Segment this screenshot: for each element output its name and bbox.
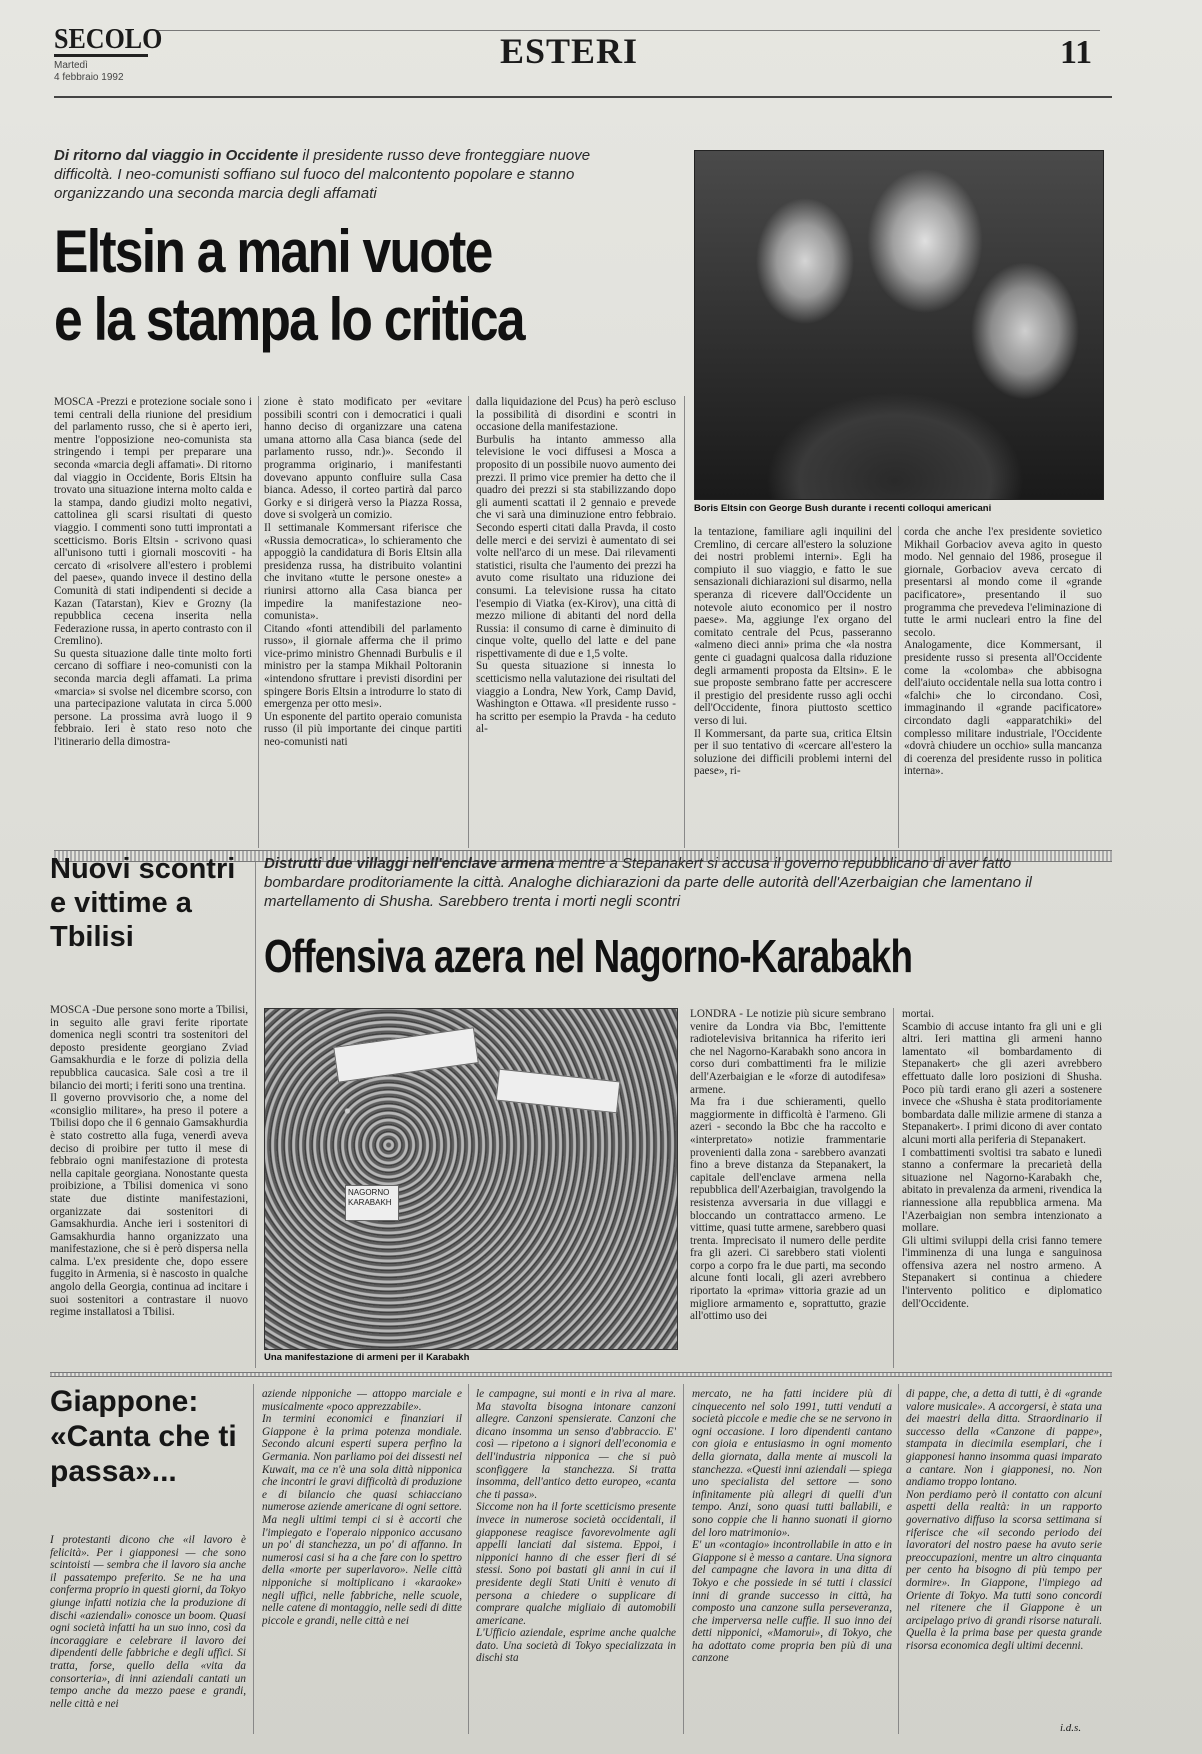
article1-headline [54,218,604,354]
article2-photo-caption: Una manifestazione di armeni per il Karabakh [264,1352,470,1363]
masthead-logo: SECOLO [54,22,163,55]
section-title: ESTERI [500,31,639,71]
column-divider [898,1384,899,1734]
column-divider [898,526,899,848]
column-divider [253,1384,254,1734]
article1-kicker [54,146,614,203]
article1-column-5: corda che anche l'ex presidente sovietico Mikhail Gorbaciov aveva agito in questo modo. Nel gennaio del 1986, prosegue il giornale, Gorbaciov aveva cercato di presentarsi al mondo come il «grande pacificatore», presentando il suo programma che prevedeva l'eliminazione di tutte le armi nucleari entro la fine del secolo. Analogamente, dice Kommersant, il presidente russo si presenta all'Occidente come la «colomba» che abbisogna dell'aiuto occidentale nella sua lotta contro i «falchi» che lo circondano. Così, immaginando il «grande pacificatore» circondato dagli «apparatchiki» del complesso militare industriale, l'Occidente «dovrà chiudere un occhio» sulla mancanza di coerenza del presidente russo in politica interna». [904,526,1102,778]
article1-headline-line2: e la stampa lo critica [54,286,524,353]
issue-date-text: 4 febbraio 1992 [54,72,124,83]
photo-banner [333,1027,479,1082]
article-separator [50,1372,1112,1377]
photo-sign: NAGORNO KARABAKH [345,1185,399,1221]
article1-kicker-rest: il presidente russo deve fronteggiare nuove difficoltà. I neo-comunisti soffiano sul fuoco del malcontento popolare e stanno organizzando una seconda marcia degli affamati [54,147,591,202]
eltsin-bush-photo [694,150,1104,500]
column-divider [468,396,469,848]
issue-day: Martedì [54,60,88,71]
article3-column-2: aziende nipponiche — attoppo marciale e musicalmente «poco apprezzabile». In termini economici e finanziari il Giappone è la prima potenza mondiale. Secondo alcuni esperti supera perfino la Germania. Non parliamo poi dei dissesti nel Kuwait, ma ce n'è una sola dittà nipponica che incontri le gravi difficoltà di produzione e di bilancio che quasi schiacciano numerose aziende americane di ogni settore. Ma negli ultimi tempi ci si è accorti che l'impiegato e l'operaio nipponico accusano un po' di stanchezza, un po' di affanno. In numerosi casi si ha a che fare con lo spettro della «morte per superlavoro». Nelle città nipponiche si moltiplicano i «karaoke» negli uffici, nelle fabbriche, nelle scuole, nelle catene di montaggio, nelle sedi di ditte piccole e grandi, nelle città e nei [262,1388,462,1627]
column-divider [258,396,259,848]
article2-column-2: mortai. Scambio di accuse intanto fra gli uni e gli altri. Ieri mattina gli armeni hanno lamentato «il bombardamento di Stepanakert» che gli azeri avrebbero effettuato dalle loro posizioni di Shusha. Poco più tardi erano gli azeri a sostenere invece che «Shusha è stata proditoriamente bombardata dalle milizie armene di stanza a Stepanakert». I primi dicono di aver contato alcuni morti alla periferia di Stepanakert. I combattimenti svoltisi tra sabato e lunedì stanno a confermare la precarietà della situazione nel Nagorno-Karabakh che, abitato in prevalenza da armeni, rivendica la riannessione alla repubblica armena. Ma l'Azerbaigian non sembra intenzionato a mollare. Gli ultimi sviluppi della crisi fanno temere l'imminenza di una lunga e sanguinosa offensiva azera nel nostro armeno. A Stepanakert si continua a chiedere l'intervento politico e diplomatico dell'Occidente. [902,1008,1102,1310]
article1-column-4: la tentazione, familiare agli inquilini del Cremlino, di cercare all'estero la soluzione dei nostri problemi interni». Egli ha compiuto il suo viaggio, e fatto le sue sensazionali dichiarazioni sul disarmo, nella speranza di ricevere dall'Occidente un notevole aiuto economico per il nostro paese». Ma, aggiunge l'ex organo del comitato centrale del Pcus, passeranno «almeno dieci anni» prima che «la nostra gente ci guadagni qualcosa dalla riduzione degli armamenti proposta da Eltsin». E le sue proposte sembrano fatte per accrescere il prestigio del presidente russo agli occhi dell'Occidente, finora piuttosto scettico verso di lui. Il Kommersant, da parte sua, critica Eltsin per il suo tentativo di «cercare all'estero la soluzione dei difficili problemi interni del paese», ri- [694,526,892,778]
tbilisi-headline: Nuovi scontri e vittime a Tbilisi [50,853,236,953]
article2-headline: Offensiva azera nel Nagorno-Karabakh [264,930,913,982]
column-divider [683,1384,684,1734]
author-signature: i.d.s. [1060,1722,1082,1734]
article2-kicker [264,854,1044,911]
giappone-headline: Giappone: «Canta che ti passa»... [50,1385,237,1488]
column-divider [684,396,685,848]
article2-kicker-rest: mentre a Stepanakert si accusa il governo repubblicano di aver fatto bombardare proditoriamente la città. Analoghe dichiarazioni da parte delle autorità dell'Azerbaigian che lamentano il martellamento di Shusha. Sarebbero trenta i morti negli scontri [264,855,1032,910]
article2-column-1: LONDRA - Le notizie più sicure sembrano venire da Londra via Bbc, l'emittente radiotelevisiva britannica ha riferito ieri che nel Nagorno-Karabakh sono ancora in corso duri combattimenti fra le milizie dell'Azerbaigian e le «forze di autodifesa» armene. Ma fra i due schieramenti, quello maggiormente in difficoltà è l'armeno. Gli azeri - secondo la Bbc che ha raccolto e «interpretato» notizie frammentarie provenienti dalla zona - sarebbero avanzati fino a breve distanza da Stepanakert, la capitale dell'enclave armena nella repubblica dell'Azerbaigian, travolgendo la resistenza avversaria in due villaggi e bloccando un contrattacco armeno. Le vittime, quasi tutte armene, sarebbero quasi trenta. Imprecisato il numero delle perdite fra gli azeri. Ci sarebbero stati violenti corpo a corpo fra le due parti, ma secondo alcune fonti locali, gli azeri avrebbero riportato la «prima» vittoria grazie ad un migliore armamento e, soprattutto, grazie all'ottimo uso dei [690,1008,886,1323]
header-rule [54,96,1112,98]
column-divider [893,1008,894,1368]
armenian-demonstration-photo [264,1008,678,1350]
page-number: 11 [1060,34,1093,71]
article1-headline-line1: Eltsin a mani vuote [54,218,492,285]
article3-column-5: di pappe, che, a detta di tutti, è di «grande valore musicale». A accorgersi, è stata una dei maestri della ditta. Straordinario il successo della «Canzone di pappe», stampata in diecimila esemplari, che i giapponesi hanno insomma quasi imparato a cantare. Non i giapponesi, no. Non andiamo troppo lontano. Non perdiamo però il contatto con alcuni aspetti della realtà: in un rapporto governativo diffuso la scorsa settimana si riferisce che «il secondo periodo dei lavoratori del nostro paese ha avuto serie preoccupazioni, mentre un altro cinquanta per cento ha bisogno di più tempo per dormire». In Giappone, l'impiego ad Oriente di Tokyo. Ma tutti sono concordi nel ritenere che il Giappone è un arcipelago privo di grandi risorse naturali. Quella è la prima base per questa grande risorsa economica degli ultimi decenni. [906,1388,1102,1652]
article1-photo-caption: Boris Eltsin con George Bush durante i recenti colloqui americani [694,503,992,514]
article1-column-1: MOSCA -Prezzi e protezione sociale sono i temi centrali della riunione del presidium del parlamento russo, che si è aperto ieri, mentre l'opposizione neo-comunista sta stringendo i tempi per preparare una seconda «marcia degli affamati». Di ritorno dal viaggio in Occidente, Boris Eltsin ha trovato una situazione interna molto calda e la stampa, dando giudizi molto negativi, cattolinea gli scarsi risultati di questo viaggio. I commenti sono tutti improntati a scetticismo. Boris Eltsin - scrivono quasi all'unisono tutti i giornali moscoviti - ha cercato di «risolvere all'estero i problemi del paese», quando invece il destino della Comunità di stati indipendenti si decide a Kazan (Tatarstan), Kiev e Grozny (la repubblica cecena inserita nella Federazione russa, in aperto contrasto con il Cremlino). Su questa situazione dalle tinte molto forti cercano di soffiare i neo-comunisti con la seconda marcia degli affamati. La prima «marcia» si svolse nel dicembre scorso, con una partecipazione valutata in circa 5.000 persone. La prossima avrà luogo il 9 febbraio. Ieri è stato reso noto che l'itinerario della dimostra- [54,396,252,749]
tbilisi-article-body: MOSCA -Due persone sono morte a Tbilisi, in seguito alle gravi ferite riportate domenica negli scontri tra sostenitori del deposto presidente georgiano Zviad Gamsakhurdia e le forze di polizia della repubblica caucasica. Sale così a tre il bilancio dei morti; i feriti sono una trentina. Il governo provvisorio che, a nome del «consiglio militare», ha preso il potere a Tbilisi dopo che il 6 gennaio Gamsakhurdia è stato costretto alla fuga, venerdì aveva deciso di proibire per tutto il mese di febbraio ogni manifestazione di protesta nella capitale georgiana. Nonostante questa proibizione, a Tbilisi domenica vi sono state due distinte manifestazioni, organizzate dai sostenitori di Gamsakhurdia. Anche ieri i sostenitori di Gamsakhurdia hanno organizzato una manifestazione, che si è però dispersa nella calma. L'ex presidente che, dopo essere fuggito in Armenia, si è nascosto in qualche angolo della Georgia, continua ad incitare i suoi sostenitori a contrastare il nuovo regime installatosi a Tbilisi. [50,1004,248,1319]
article1-column-3: dalla liquidazione del Pcus) ha però escluso la possibilità di disordini e scontri in occasione della manifestazione. Burbulis ha intanto ammesso alla televisione le voci diffusesi a Mosca a proposito di un possibile nuovo aumento dei prezzi. Il primo vice premier ha detto che il quadro dei prezzi si sta stabilizzando dopo gli aumenti scattati il 2 gennaio e prevede che vi sarà una diminuzione entro febbraio. Secondo esperti citati dalla Pravda, il costo delle merci e dei servizi è aumentato di sei volte nell'arco di un mese. Dai rilevamenti statistici, risulta che l'aumento dei prezzi ha avuto come risultato una riduzione dei consumi. La televisione russa ha citato l'esempio di Viatka (ex-Kirov), una città di mezzo milione di abitanti del nord della Russia: il consumo di carne è diminuito di cinque volte, quello del latte e del pane rispettivamente di due e 1,5 volte. Su questa situazione si innesta lo scetticismo nella valutazione dei risultati del viaggio a Londra, New York, Camp David, Washington e Ottawa. «Il presidente russo - ha scritto per esempio la Pravda - ha ceduto al- [476,396,676,736]
article3-column-3: le campagne, sui monti e in riva al mare. Ma stavolta bisogna intonare canzoni allegre. Canzoni spensierate. Canzoni che dicano insomma un senso d'abbraccio. E' così — ripetono a i signori dell'economia e dell'industria nipponica — che si può sconfiggere la stanchezza. Si tratta insomma, dell'antico detto europeo, «canta che ti passa». Siccome non ha il forte scetticismo presente invece in numerose società occidentali, il giapponese reagisce favorevolmente agli appelli lanciati dal sistema. Eppoi, i nipponici hanno di che esser fieri di sé stessi. Sono poi bastati gli anni in cui il presidente degli Stati Uniti è venuto di persona a chiedere o supplicare di comprare qualche migliaio di automobili americane. L'Ufficio aziendale, esprime anche qualche dato. Una società di Tokyo specializzata in dischi sta [476,1388,676,1665]
photo-banner [496,1069,621,1114]
article1-kicker-bold: Di ritorno dal viaggio in Occidente [54,147,299,164]
article3-column-4: mercato, ne ha fatti incidere più di cinquecento nel solo 1991, tutti venduti a società piccole e medie che se ne servono in ogni occasione. I loro dipendenti cantano con gioia e entusiasmo in ogni momento della giornata, dalla mente ai muscoli la stanchezza. «Questi inni aziendali — spiega uno specialista del settore — sono infinitamente più allegri di quelli d'un tempo. Anzi, sono quasi tutti ballabili, e sono coppie che li hanno suonati il giorno del loro matrimonio». E' un «contagio» incontrollabile in atto e in Giappone si è messo a cantare. Una signora del campagne che lavora in una ditta di Tokyo e che possiede in sé tutti i classici inni di grande successo in città, ha composto una canzone sulla perseveranza, che imperversa nelle cuffie. Il suo inno dei detti nipponici, «Mamorui», di Tokyo, che ha adottato come propria ben più di una canzone [692,1388,892,1665]
article2-kicker-bold: Distrutti due villaggi nell'enclave armena [264,855,555,872]
issue-date [54,60,124,84]
column-divider [255,862,256,1368]
masthead-rule [54,54,148,57]
article3-column-1: I protestanti dicono che «il lavoro è felicità». Per i giapponesi — che sono scintoisti — sembra che il lavoro sia anche il passatempo preferito. Se ne ha una conferma proprio in questi giorni, da Tokyo giunge infatti notizia che la produzione di dischi «aziendali» conosce un boom. Quasi ogni società infatti ha un suo inno, così da incoraggiare e celebrare il lavoro dei dipendenti delle fabbriche e degli uffici. Si tratta, forse, quello della «vita da consorteria», di inni aziendali cantati un tempo anche da mezzo paese e grandi, nelle città e nei [50,1534,246,1710]
column-divider [468,1384,469,1734]
article1-column-2: zione è stato modificato per «evitare possibili scontri con i democratici i quali hanno deciso di organizzare una catena umana attorno alla Casa bianca (sede del parlamento russo, ndr.)». Secondo il programma originario, i manifestanti dovevano appunto confluire sulla Casa bianca. Adesso, il corteo partirà dal parco Gorky e si dirigerà verso la Piazza Rossa, dove si svolgerà un comizio. Il settimanale Kommersant riferisce che «Russia democratica», lo schieramento che appoggiò la candidatura di Boris Eltsin alla presidenza russa, ha distribuito volantini che invitano «tutte le persone oneste» a riunirsi attorno alla Casa bianca per impedire la manifestazione neo-comunista». Citando «fonti attendibili del parlamento russo», il giornale afferma che il primo vice-primo ministro Ghennadi Burbulis e il ministro per la stampa Mikhail Poltoranin «intendono sfruttare i previsti disordini per spingere Boris Eltsin a introdurre lo stato di emergenza per otto mesi». Un esponente del partito operaio comunista russo (il più importante dei cinque partiti neo-comunisti nati [264,396,462,749]
